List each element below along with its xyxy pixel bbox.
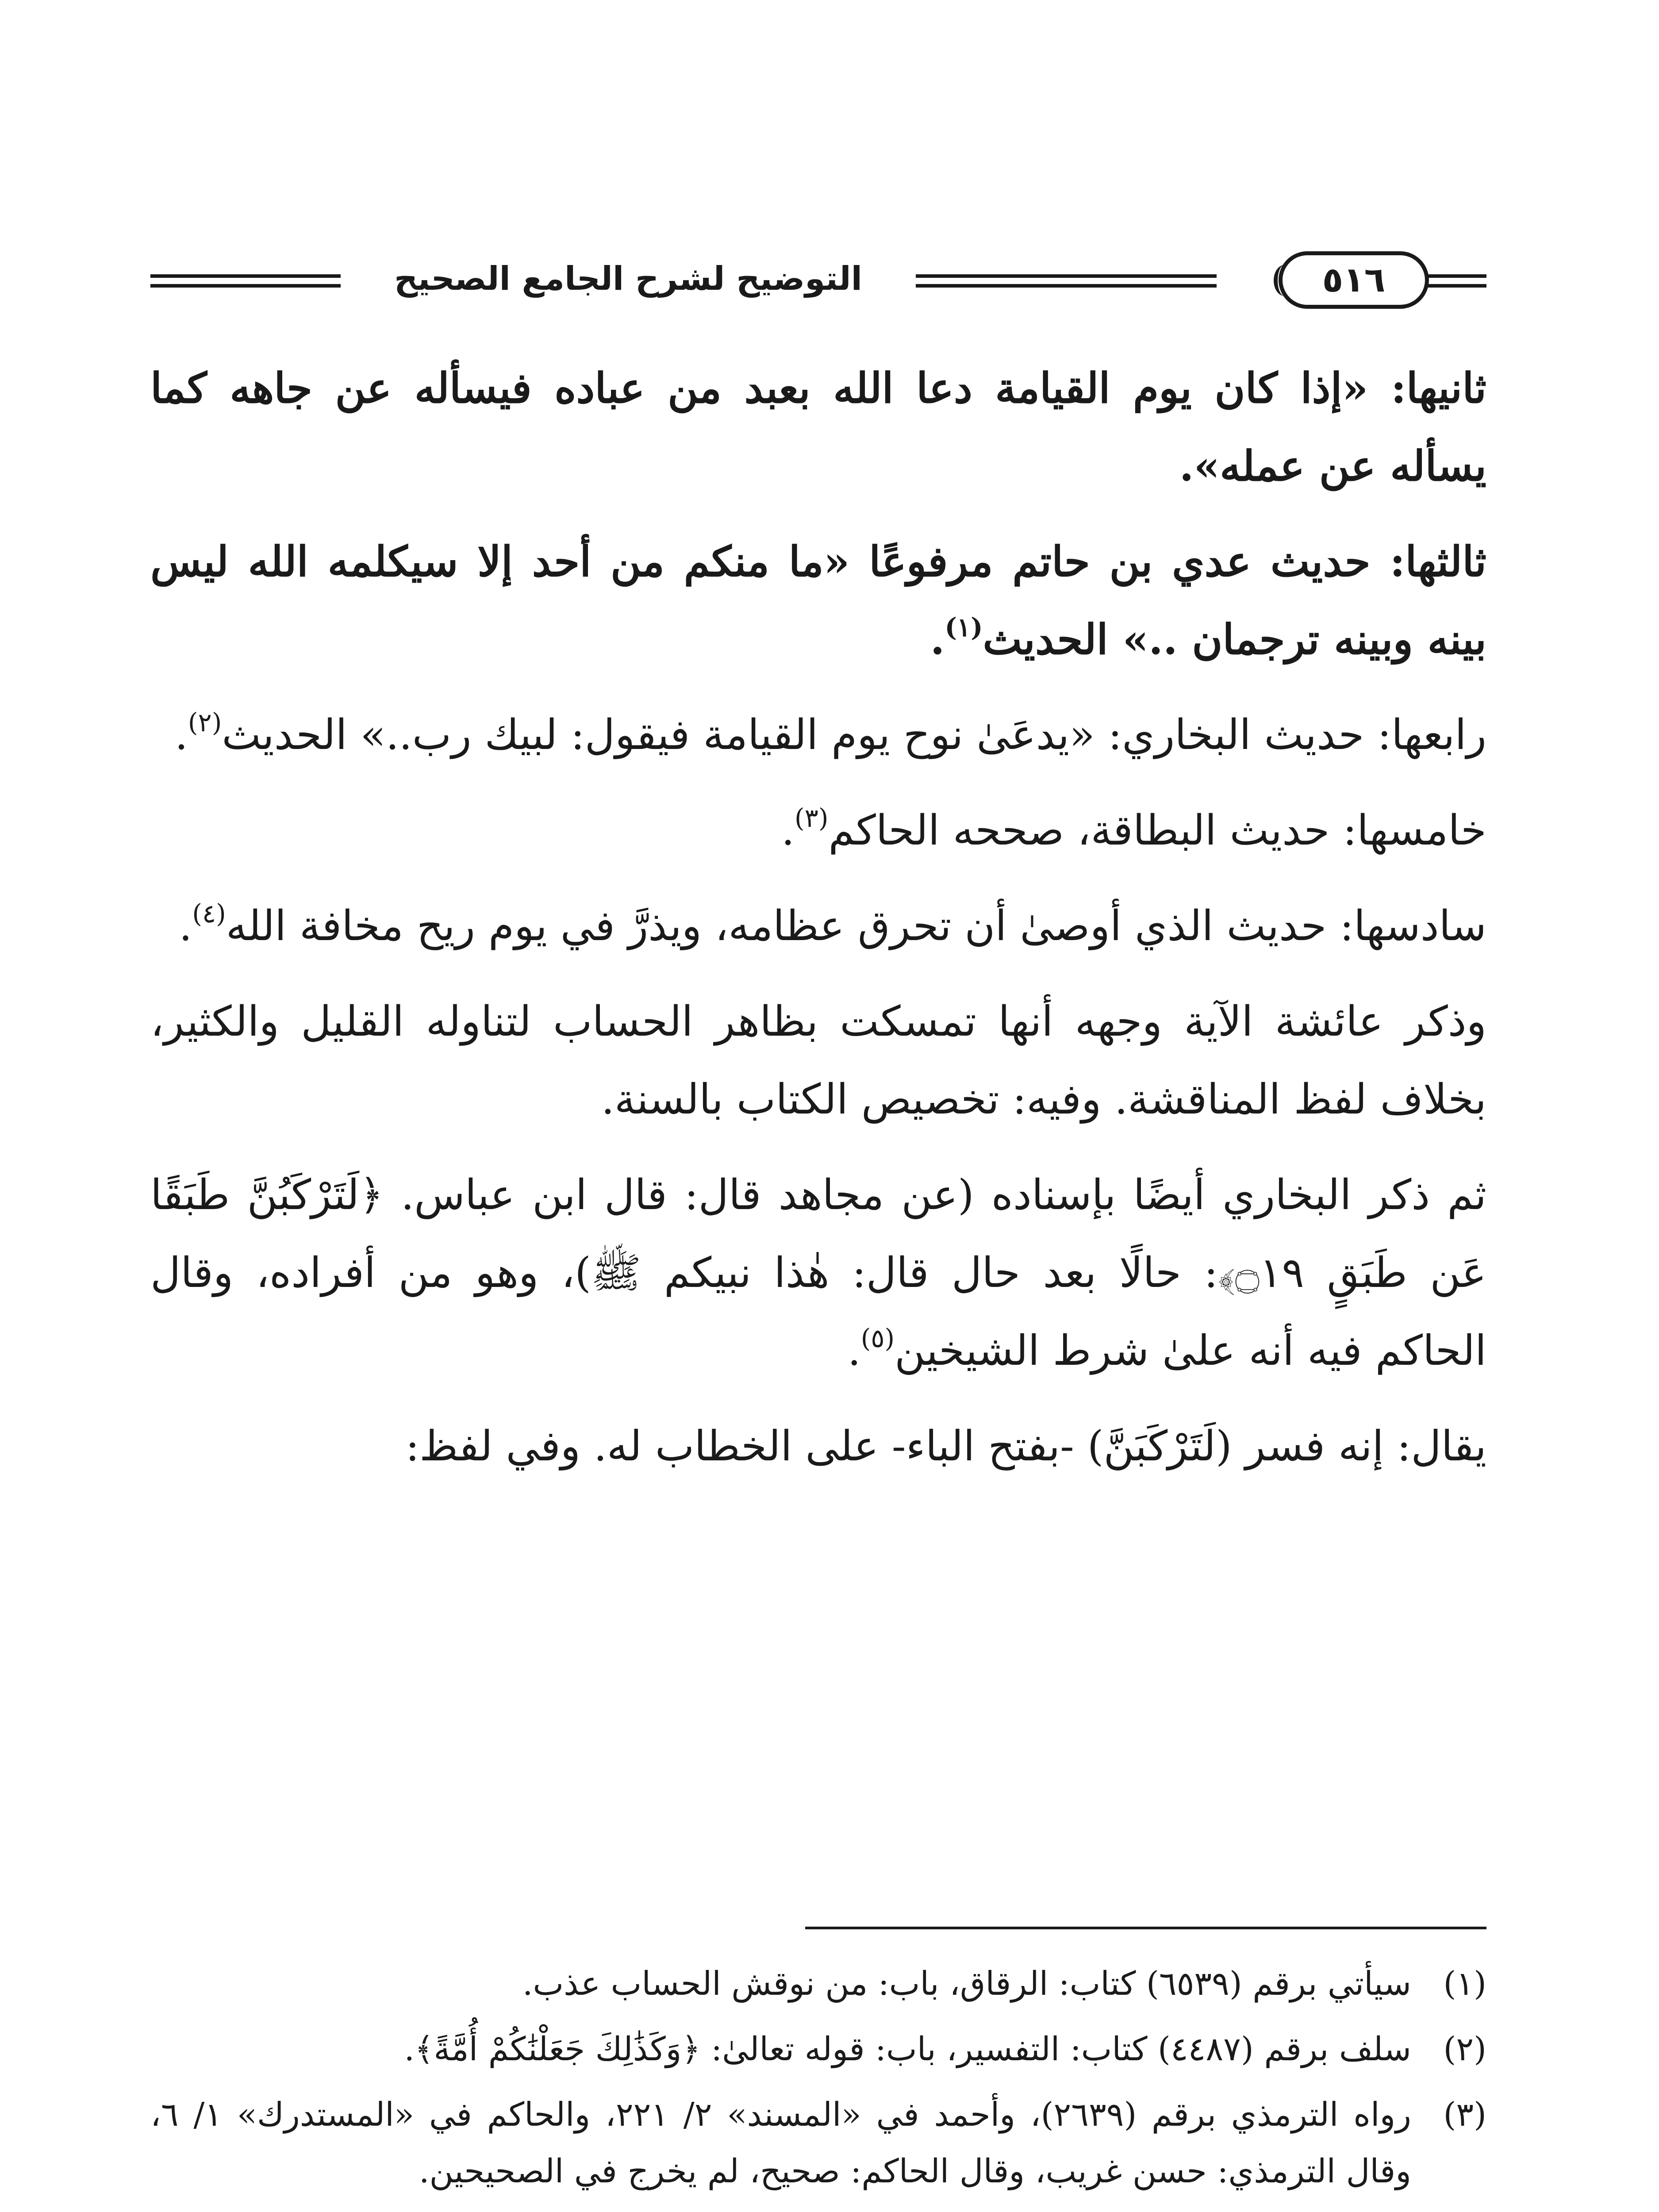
footnote-ref: (٥)	[860, 1323, 895, 1353]
paragraph	[150, 1408, 1486, 1486]
paragraph-text: وذكر عائشة الآية وجهه أنها تمسكت بظاهر الحساب لتناوله القليل والكثير، بخلاف لفظ المناقشة. وفيه: تخصيص الكتاب بالسنة.	[150, 998, 1486, 1124]
paragraph: خامسها: حديث البطاقة، صححه الحاكم$^{(٣)}$.	[781, 803, 1486, 855]
footnote-text: سيأتي برقم (٦٥٣٩) كتاب: الرقاق، باب: من نوقش الحساب عذب.	[522, 1965, 1411, 2003]
footnote-ref: (٤)	[192, 899, 226, 929]
footnote-number: (٣)	[1443, 2096, 1486, 2134]
paragraph-text: سادسها: حديث الذي أوصىٰ أن تحرق عظامه، ويذرَّ في يوم ريح مخافة الله	[226, 902, 1486, 950]
footnote	[150, 1955, 1486, 2012]
footnote-number: (٢)	[1443, 2030, 1486, 2068]
main-text	[150, 349, 1486, 1503]
header-rule-right	[1425, 274, 1486, 278]
footnote-number	[1411, 2208, 1486, 2212]
footnote	[150, 2208, 1486, 2212]
page-number-badge	[1279, 251, 1429, 309]
paragraph	[150, 983, 1486, 1139]
paragraph-text: رابعها: حديث البخاري: «يدعَىٰ نوح يوم القيامة فيقول: لبيك رب..» الحديث	[222, 711, 1486, 759]
footnote-text	[150, 2208, 1411, 2212]
footnotes	[150, 1955, 1486, 2212]
footnote	[150, 2021, 1486, 2078]
paragraph: ثم ذكر البخاري أيضًا بإسناده (عن مجاهد قال: قال ابن عباس. ﴿لَتَرْكَبُنَّ طَبَقًا عَن طَبَقٍ ۝١٩﴾: حالًا بعد حال قال: هٰذا نبيكم ﷺ)، وهو من أفراده، وقال الحاكم فيه أنه علىٰ شرط الشيخين$^{(٥)}$.	[150, 1171, 1486, 1375]
page-number: ٥١٦	[1322, 260, 1386, 300]
paragraph	[150, 349, 1486, 505]
paragraph-text: ثالثها: حديث عدي بن حاتم مرفوعًا «ما منكم من أحد إلا سيكلمه الله ليس بينه وبينه ترجمان ..» الحديث	[150, 538, 1486, 664]
paragraph: رابعها: حديث البخاري: «يدعَىٰ نوح يوم القيامة فيقول: لبيك رب..» الحديث$^{(٢)}$.	[175, 707, 1486, 759]
paragraph-text: خامسها: حديث البطاقة، صححه الحاكم	[828, 806, 1486, 855]
footnote	[150, 2086, 1486, 2200]
footnote-ref: (٣)	[795, 803, 829, 833]
paragraph-text: ثانيها: «إذا كان يوم القيامة دعا الله بعبد من عباده فيسأله عن جاهه كما يسأله عن عمله».	[150, 364, 1486, 491]
footnote-ref: (٢)	[188, 707, 222, 737]
footnote-number: (١)	[1443, 1965, 1486, 2003]
footnote-text: سلف برقم (٤٤٨٧) كتاب: التفسير، باب: قوله تعالىٰ: ﴿وَكَذَٰلِكَ جَعَلْنَٰكُمْ أُمَّةً﴾.	[404, 2030, 1411, 2068]
paragraph: ثالثها: حديث عدي بن حاتم مرفوعًا «ما منكم من أحد إلا سيكلمه الله ليس بينه وبينه ترجمان ..» الحديث$^{(١)}$.	[150, 538, 1486, 664]
paragraph-text: ثم ذكر البخاري أيضًا بإسناده (عن مجاهد قال: قال ابن عباس. ﴿لَتَرْكَبُنَّ طَبَقًا عَن طَبَقٍ ۝١٩﴾: حالًا بعد حال قال: هٰذا نبيكم ﷺ)، وهو من أفراده، وقال الحاكم فيه أنه علىٰ شرط الشيخين	[150, 1171, 1486, 1375]
paragraph-text: يقال: إنه فسر (لَتَرْكَبَنَّ) -بفتح الباء- على الخطاب له. وفي لفظ:	[405, 1422, 1486, 1471]
page-header	[150, 248, 1486, 314]
header-rule-middle	[916, 274, 1217, 278]
paragraph: سادسها: حديث الذي أوصىٰ أن تحرق عظامه، ويذرَّ في يوم ريح مخافة الله$^{(٤)}$.	[179, 899, 1486, 950]
footnote-ref: (١)	[945, 612, 983, 642]
header-rule-left	[150, 274, 341, 278]
footnote-text: رواه الترمذي برقم (٢٦٣٩)، وأحمد في «المسند» ٢/ ٢٢١، والحاكم في «المستدرك» ١/ ٦، وقال الترمذي: حسن غريب، وقال الحاكم: صحيح، لم يخرج في الصحيحين.	[150, 2096, 1411, 2190]
running-title: التوضيح لشرح الجامع الصحيح	[394, 260, 863, 298]
footnote-separator	[805, 1927, 1486, 1929]
book-page	[150, 248, 1486, 2212]
